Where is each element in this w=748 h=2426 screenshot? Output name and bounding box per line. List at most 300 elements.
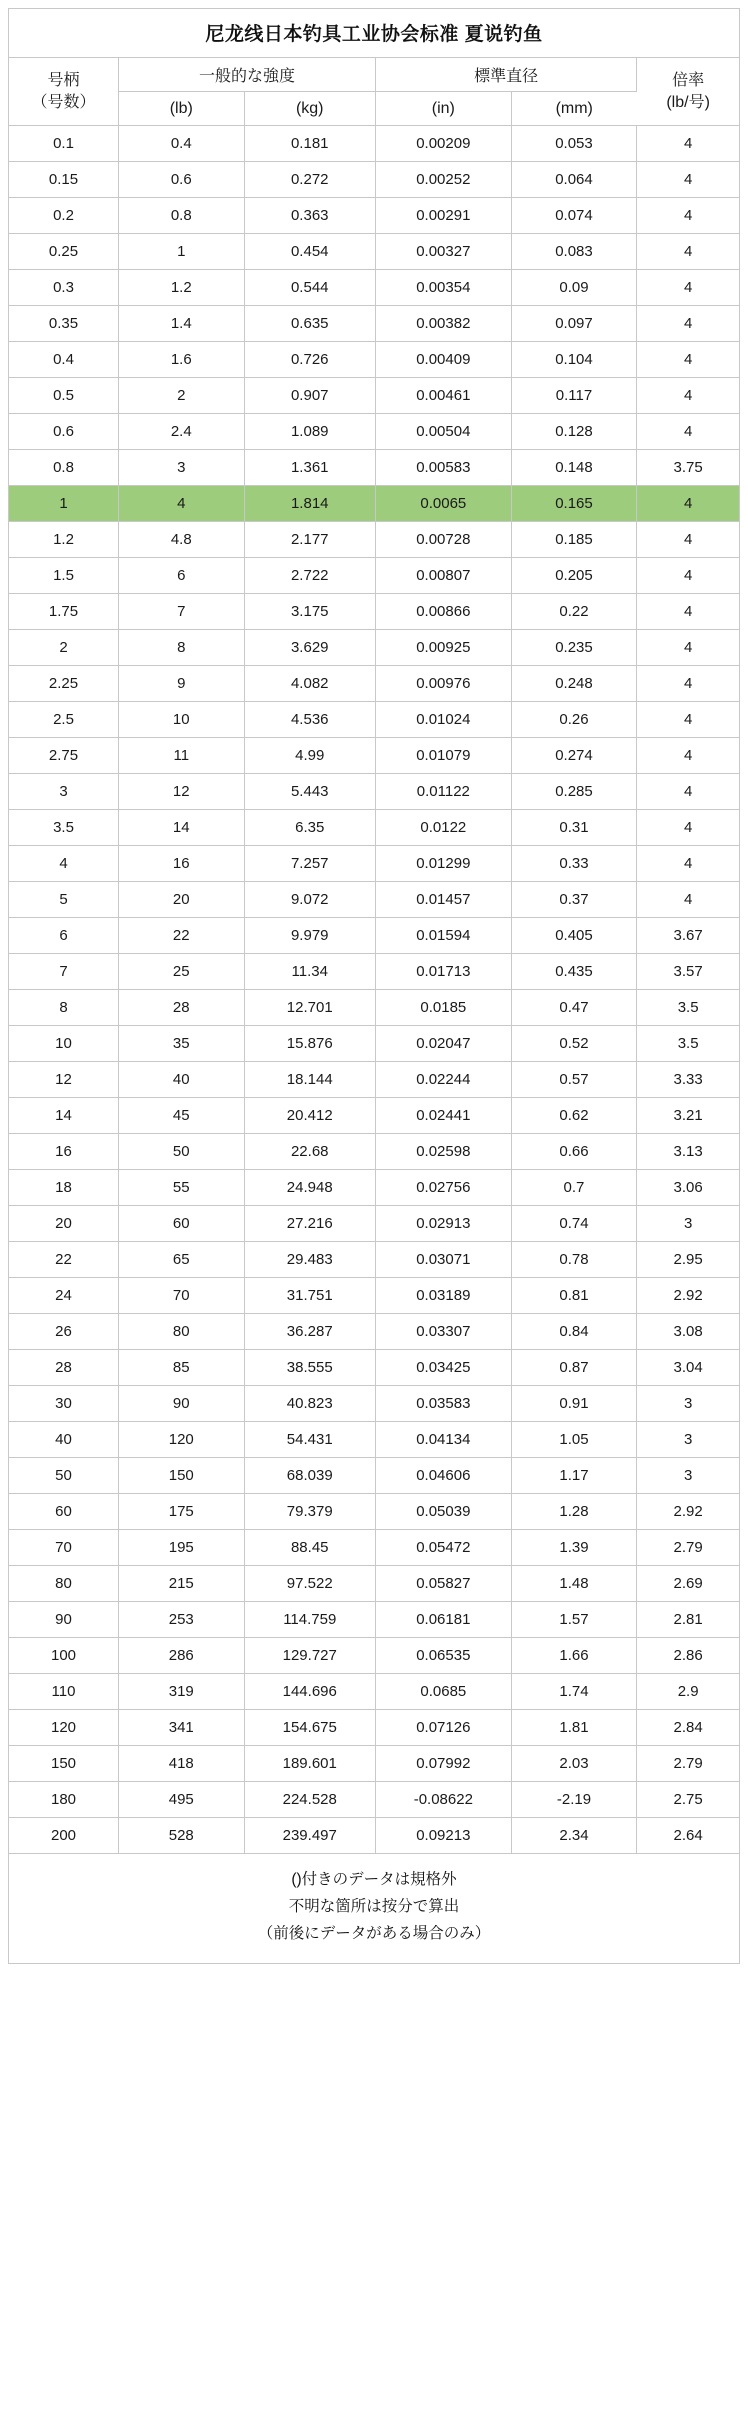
table-cell: 0.15 [9, 162, 119, 198]
table-cell: 0.02913 [375, 1206, 511, 1242]
table-cell: 1 [119, 234, 245, 270]
table-cell: 4 [637, 486, 739, 522]
table-cell: 85 [119, 1350, 245, 1386]
table-cell: 0.03189 [375, 1278, 511, 1314]
table-row [9, 1278, 739, 1314]
table-cell: 150 [119, 1458, 245, 1494]
table-cell: 154.675 [244, 1710, 375, 1746]
table-cell: 22.68 [244, 1134, 375, 1170]
table-cell: 0.00209 [375, 126, 511, 162]
table-cell: 0.37 [511, 882, 637, 918]
table-cell: 341 [119, 1710, 245, 1746]
header-unit-in: (in) [375, 92, 511, 126]
table-cell: 8 [119, 630, 245, 666]
table-cell: 60 [119, 1206, 245, 1242]
table-cell: 0.0685 [375, 1674, 511, 1710]
table-cell: 0.074 [511, 198, 637, 234]
table-cell: 14 [9, 1098, 119, 1134]
table-cell: 110 [9, 1674, 119, 1710]
table-cell: 4 [637, 738, 739, 774]
table-row [9, 1782, 739, 1818]
table-row [9, 234, 739, 270]
table-cell: 31.751 [244, 1278, 375, 1314]
table-cell: 4 [637, 306, 739, 342]
table-cell: 2.81 [637, 1602, 739, 1638]
table-cell: 239.497 [244, 1818, 375, 1854]
header-unit-kg: (kg) [244, 92, 375, 126]
table-cell: 2.95 [637, 1242, 739, 1278]
table-cell: 0.274 [511, 738, 637, 774]
table-cell: 0.00327 [375, 234, 511, 270]
table-cell: -2.19 [511, 1782, 637, 1818]
table-cell: 28 [119, 990, 245, 1026]
table-cell: 0.205 [511, 558, 637, 594]
table-row [9, 1674, 739, 1710]
table-row [9, 1170, 739, 1206]
page-title: 尼龙线日本钓具工业协会标准 夏说钓鱼 [9, 9, 739, 58]
table-cell: 0.00504 [375, 414, 511, 450]
table-cell: 253 [119, 1602, 245, 1638]
table-cell: 0.22 [511, 594, 637, 630]
table-cell: 29.483 [244, 1242, 375, 1278]
table-cell: 0.0065 [375, 486, 511, 522]
table-cell: 0.07126 [375, 1710, 511, 1746]
table-cell: 0.454 [244, 234, 375, 270]
table-row [9, 1242, 739, 1278]
table-cell: 38.555 [244, 1350, 375, 1386]
table-cell: 3.75 [637, 450, 739, 486]
table-cell: 2.722 [244, 558, 375, 594]
table-row [9, 1098, 739, 1134]
table-cell: 0.1 [9, 126, 119, 162]
table-cell: 528 [119, 1818, 245, 1854]
table-cell: 0.165 [511, 486, 637, 522]
table-cell: 4 [637, 630, 739, 666]
table-row [9, 594, 739, 630]
table-row [9, 342, 739, 378]
table-cell: 60 [9, 1494, 119, 1530]
table-cell: 0.09 [511, 270, 637, 306]
table-cell: 0.0185 [375, 990, 511, 1026]
table-cell: 0.117 [511, 378, 637, 414]
table-cell: 215 [119, 1566, 245, 1602]
table-cell: 0.726 [244, 342, 375, 378]
header-multiplier [637, 58, 739, 126]
table-cell: 114.759 [244, 1602, 375, 1638]
table-cell: 0.02756 [375, 1170, 511, 1206]
table-cell: 8 [9, 990, 119, 1026]
table-cell: 144.696 [244, 1674, 375, 1710]
table-cell: 55 [119, 1170, 245, 1206]
table-cell: 88.45 [244, 1530, 375, 1566]
table-cell: 150 [9, 1746, 119, 1782]
table-cell: 0.26 [511, 702, 637, 738]
table-cell: 3 [637, 1206, 739, 1242]
table-cell: 80 [119, 1314, 245, 1350]
table-cell: 0.00354 [375, 270, 511, 306]
table-cell: 1.2 [9, 522, 119, 558]
table-cell: 68.039 [244, 1458, 375, 1494]
table-cell: 1.39 [511, 1530, 637, 1566]
table-row [9, 1458, 739, 1494]
table-cell: 1.4 [119, 306, 245, 342]
table-cell: 1.5 [9, 558, 119, 594]
table-cell: 5.443 [244, 774, 375, 810]
table-cell: 0.363 [244, 198, 375, 234]
table-row [9, 1026, 739, 1062]
table-cell: 0.097 [511, 306, 637, 342]
table-cell: 0.35 [9, 306, 119, 342]
table-cell: 0.00866 [375, 594, 511, 630]
table-cell: 10 [9, 1026, 119, 1062]
table-cell: 7 [119, 594, 245, 630]
table-cell: 4 [9, 846, 119, 882]
table-cell: 0.00728 [375, 522, 511, 558]
table-cell: 1.28 [511, 1494, 637, 1530]
table-cell: 2.177 [244, 522, 375, 558]
table-row [9, 558, 739, 594]
table-cell: 0.405 [511, 918, 637, 954]
note-line-2: 不明な箇所は按分で算出 [288, 1898, 460, 1916]
table-cell: 4 [637, 378, 739, 414]
table-cell: 120 [9, 1710, 119, 1746]
table-cell: 2.79 [637, 1746, 739, 1782]
table-cell: 1 [9, 486, 119, 522]
table-row [9, 810, 739, 846]
table-cell: 12.701 [244, 990, 375, 1026]
table-cell: 18.144 [244, 1062, 375, 1098]
table-cell: 1.05 [511, 1422, 637, 1458]
table-cell: 1.814 [244, 486, 375, 522]
table-cell: 1.089 [244, 414, 375, 450]
table-row [9, 522, 739, 558]
table-cell: 0.66 [511, 1134, 637, 1170]
table-cell: 0.8 [119, 198, 245, 234]
table-cell: 1.17 [511, 1458, 637, 1494]
table-cell: -0.08622 [375, 1782, 511, 1818]
table-cell: 0.6 [9, 414, 119, 450]
table-cell: 2.86 [637, 1638, 739, 1674]
table-cell: 2 [9, 630, 119, 666]
table-cell: 0.25 [9, 234, 119, 270]
table-cell: 2.69 [637, 1566, 739, 1602]
table-cell: 40 [119, 1062, 245, 1098]
table-row [9, 1638, 739, 1674]
table-cell: 319 [119, 1674, 245, 1710]
table-cell: 0.053 [511, 126, 637, 162]
table-cell: 0.74 [511, 1206, 637, 1242]
note-line-1: ()付きのデータは規格外 [291, 1871, 457, 1888]
table-cell: 2.25 [9, 666, 119, 702]
table-cell: 0.31 [511, 810, 637, 846]
table-cell: 1.57 [511, 1602, 637, 1638]
table-cell: 0.05827 [375, 1566, 511, 1602]
table-cell: 22 [119, 918, 245, 954]
table-cell: 4 [637, 666, 739, 702]
table-cell: 0.02441 [375, 1098, 511, 1134]
table-cell: 129.727 [244, 1638, 375, 1674]
table-cell: 0.62 [511, 1098, 637, 1134]
table-cell: 30 [9, 1386, 119, 1422]
table-row [9, 270, 739, 306]
table-row [9, 738, 739, 774]
table-cell: 9.979 [244, 918, 375, 954]
table-cell: 0.81 [511, 1278, 637, 1314]
table-cell: 0.435 [511, 954, 637, 990]
table-cell: 0.181 [244, 126, 375, 162]
table-cell: 0.00291 [375, 198, 511, 234]
table-row [9, 126, 739, 162]
table-cell: 6 [9, 918, 119, 954]
table-body [9, 126, 739, 1854]
table-cell: 0.248 [511, 666, 637, 702]
table-cell: 0.03425 [375, 1350, 511, 1386]
table-cell: 3.13 [637, 1134, 739, 1170]
spec-table-sheet [8, 8, 740, 1964]
table-cell: 175 [119, 1494, 245, 1530]
table-cell: 4 [637, 234, 739, 270]
table-cell: 14 [119, 810, 245, 846]
table-cell: 0.235 [511, 630, 637, 666]
table-row [9, 162, 739, 198]
table-cell: 90 [119, 1386, 245, 1422]
table-row [9, 1422, 739, 1458]
table-cell: 4 [637, 774, 739, 810]
header-unit-mm: (mm) [511, 92, 637, 126]
table-cell: 12 [9, 1062, 119, 1098]
table-row [9, 846, 739, 882]
table-cell: 224.528 [244, 1782, 375, 1818]
table-cell: 54.431 [244, 1422, 375, 1458]
table-cell: 2.64 [637, 1818, 739, 1854]
table-row [9, 1386, 739, 1422]
table-cell: 0.07992 [375, 1746, 511, 1782]
table-cell: 0.00382 [375, 306, 511, 342]
table-cell: 0.104 [511, 342, 637, 378]
table-cell: 24 [9, 1278, 119, 1314]
table-cell: 0.083 [511, 234, 637, 270]
table-row [9, 306, 739, 342]
table-cell: 70 [9, 1530, 119, 1566]
table-cell: 3 [637, 1422, 739, 1458]
table-cell: 120 [119, 1422, 245, 1458]
table-cell: 3.08 [637, 1314, 739, 1350]
table-cell: 0.84 [511, 1314, 637, 1350]
table-cell: 36.287 [244, 1314, 375, 1350]
table-cell: 0.01299 [375, 846, 511, 882]
table-cell: 11.34 [244, 954, 375, 990]
table-cell: 3 [637, 1458, 739, 1494]
table-cell: 0.04606 [375, 1458, 511, 1494]
table-cell: 0.01457 [375, 882, 511, 918]
header-multiplier-line1: 倍率 [672, 71, 705, 89]
table-cell: 4 [637, 270, 739, 306]
table-row [9, 702, 739, 738]
table-cell: 1.74 [511, 1674, 637, 1710]
header-strength-group: 一般的な強度 [119, 58, 376, 92]
table-cell: 15.876 [244, 1026, 375, 1062]
table-cell: 50 [119, 1134, 245, 1170]
table-cell: 26 [9, 1314, 119, 1350]
table-cell: 2.75 [9, 738, 119, 774]
table-row [9, 882, 739, 918]
table-row [9, 1494, 739, 1530]
table-cell: 24.948 [244, 1170, 375, 1206]
table-cell: 2.4 [119, 414, 245, 450]
table-notes [9, 1854, 739, 1963]
table-cell: 0.78 [511, 1242, 637, 1278]
table-header-units-row [9, 92, 739, 126]
table-cell: 0.57 [511, 1062, 637, 1098]
table-cell: 50 [9, 1458, 119, 1494]
table-cell: 0.01122 [375, 774, 511, 810]
table-cell: 0.00976 [375, 666, 511, 702]
table-header [9, 58, 739, 126]
table-cell: 0.00925 [375, 630, 511, 666]
table-row [9, 1566, 739, 1602]
table-cell: 2.84 [637, 1710, 739, 1746]
table-cell: 4.082 [244, 666, 375, 702]
table-cell: 3.21 [637, 1098, 739, 1134]
table-cell: 22 [9, 1242, 119, 1278]
table-cell: 0.4 [9, 342, 119, 378]
table-cell: 0.5 [9, 378, 119, 414]
table-cell: 0.00583 [375, 450, 511, 486]
table-cell: 0.4 [119, 126, 245, 162]
table-cell: 1.81 [511, 1710, 637, 1746]
table-cell: 0.05039 [375, 1494, 511, 1530]
table-cell: 4 [637, 882, 739, 918]
table-cell: 2 [119, 378, 245, 414]
table-cell: 7.257 [244, 846, 375, 882]
table-cell: 3 [9, 774, 119, 810]
table-row [9, 1206, 739, 1242]
table-cell: 28 [9, 1350, 119, 1386]
table-cell: 20.412 [244, 1098, 375, 1134]
table-cell: 11 [119, 738, 245, 774]
table-cell: 0.128 [511, 414, 637, 450]
table-cell: 4 [637, 810, 739, 846]
table-row [9, 774, 739, 810]
table-row [9, 666, 739, 702]
table-cell: 0.52 [511, 1026, 637, 1062]
table-cell: 1.66 [511, 1638, 637, 1674]
table-cell: 3.67 [637, 918, 739, 954]
table-cell: 3.5 [9, 810, 119, 846]
table-header-group-row [9, 58, 739, 92]
note-line-3: （前後にデータがある場合のみ） [257, 1925, 491, 1943]
header-size [9, 58, 119, 126]
table-cell: 3.04 [637, 1350, 739, 1386]
table-cell: 4 [637, 522, 739, 558]
table-cell: 9 [119, 666, 245, 702]
table-row [9, 990, 739, 1026]
table-row [9, 450, 739, 486]
table-cell: 25 [119, 954, 245, 990]
table-cell: 200 [9, 1818, 119, 1854]
table-cell: 4 [637, 414, 739, 450]
table-cell: 0.00252 [375, 162, 511, 198]
table-cell: 4 [637, 702, 739, 738]
table-cell: 2.92 [637, 1278, 739, 1314]
table-cell: 79.379 [244, 1494, 375, 1530]
table-cell: 35 [119, 1026, 245, 1062]
table-cell: 0.05472 [375, 1530, 511, 1566]
table-row [9, 1062, 739, 1098]
table-cell: 6.35 [244, 810, 375, 846]
table-cell: 65 [119, 1242, 245, 1278]
table-cell: 2.34 [511, 1818, 637, 1854]
table-cell: 45 [119, 1098, 245, 1134]
table-cell: 40 [9, 1422, 119, 1458]
table-cell: 12 [119, 774, 245, 810]
table-cell: 9.072 [244, 882, 375, 918]
table-cell: 286 [119, 1638, 245, 1674]
table-cell: 4.8 [119, 522, 245, 558]
table-cell: 16 [119, 846, 245, 882]
table-cell: 0.00409 [375, 342, 511, 378]
table-cell: 0.06535 [375, 1638, 511, 1674]
table-cell: 0.01079 [375, 738, 511, 774]
table-cell: 27.216 [244, 1206, 375, 1242]
table-row [9, 414, 739, 450]
table-cell: 0.87 [511, 1350, 637, 1386]
table-cell: 16 [9, 1134, 119, 1170]
table-cell: 40.823 [244, 1386, 375, 1422]
table-cell: 3.57 [637, 954, 739, 990]
table-cell: 100 [9, 1638, 119, 1674]
table-cell: 0.03307 [375, 1314, 511, 1350]
table-row [9, 1314, 739, 1350]
table-cell: 1.75 [9, 594, 119, 630]
table-cell: 1.2 [119, 270, 245, 306]
table-cell: 0.33 [511, 846, 637, 882]
table-cell: 7 [9, 954, 119, 990]
table-cell: 5 [9, 882, 119, 918]
table-cell: 1.48 [511, 1566, 637, 1602]
table-row [9, 378, 739, 414]
table-cell: 2.75 [637, 1782, 739, 1818]
table-cell: 80 [9, 1566, 119, 1602]
table-row [9, 1530, 739, 1566]
table-cell: 0.03583 [375, 1386, 511, 1422]
table-cell: 4 [637, 198, 739, 234]
table-cell: 0.7 [511, 1170, 637, 1206]
table-cell: 0.285 [511, 774, 637, 810]
table-cell: 0.272 [244, 162, 375, 198]
table-cell: 0.544 [244, 270, 375, 306]
table-cell: 0.00807 [375, 558, 511, 594]
table-cell: 10 [119, 702, 245, 738]
table-cell: 90 [9, 1602, 119, 1638]
table-cell: 0.148 [511, 450, 637, 486]
header-multiplier-line2: (lb/号) [666, 93, 710, 111]
table-cell: 4 [637, 162, 739, 198]
table-cell: 2.03 [511, 1746, 637, 1782]
table-cell: 3.5 [637, 1026, 739, 1062]
table-cell: 4.99 [244, 738, 375, 774]
header-size-line2: （号数） [31, 93, 96, 111]
table-cell: 0.635 [244, 306, 375, 342]
table-cell: 97.522 [244, 1566, 375, 1602]
table-cell: 0.0122 [375, 810, 511, 846]
table-cell: 4 [637, 594, 739, 630]
header-size-line1: 号柄 [47, 71, 80, 89]
table-cell: 0.185 [511, 522, 637, 558]
table-row [9, 486, 739, 522]
table-cell: 2.9 [637, 1674, 739, 1710]
table-row [9, 1818, 739, 1854]
